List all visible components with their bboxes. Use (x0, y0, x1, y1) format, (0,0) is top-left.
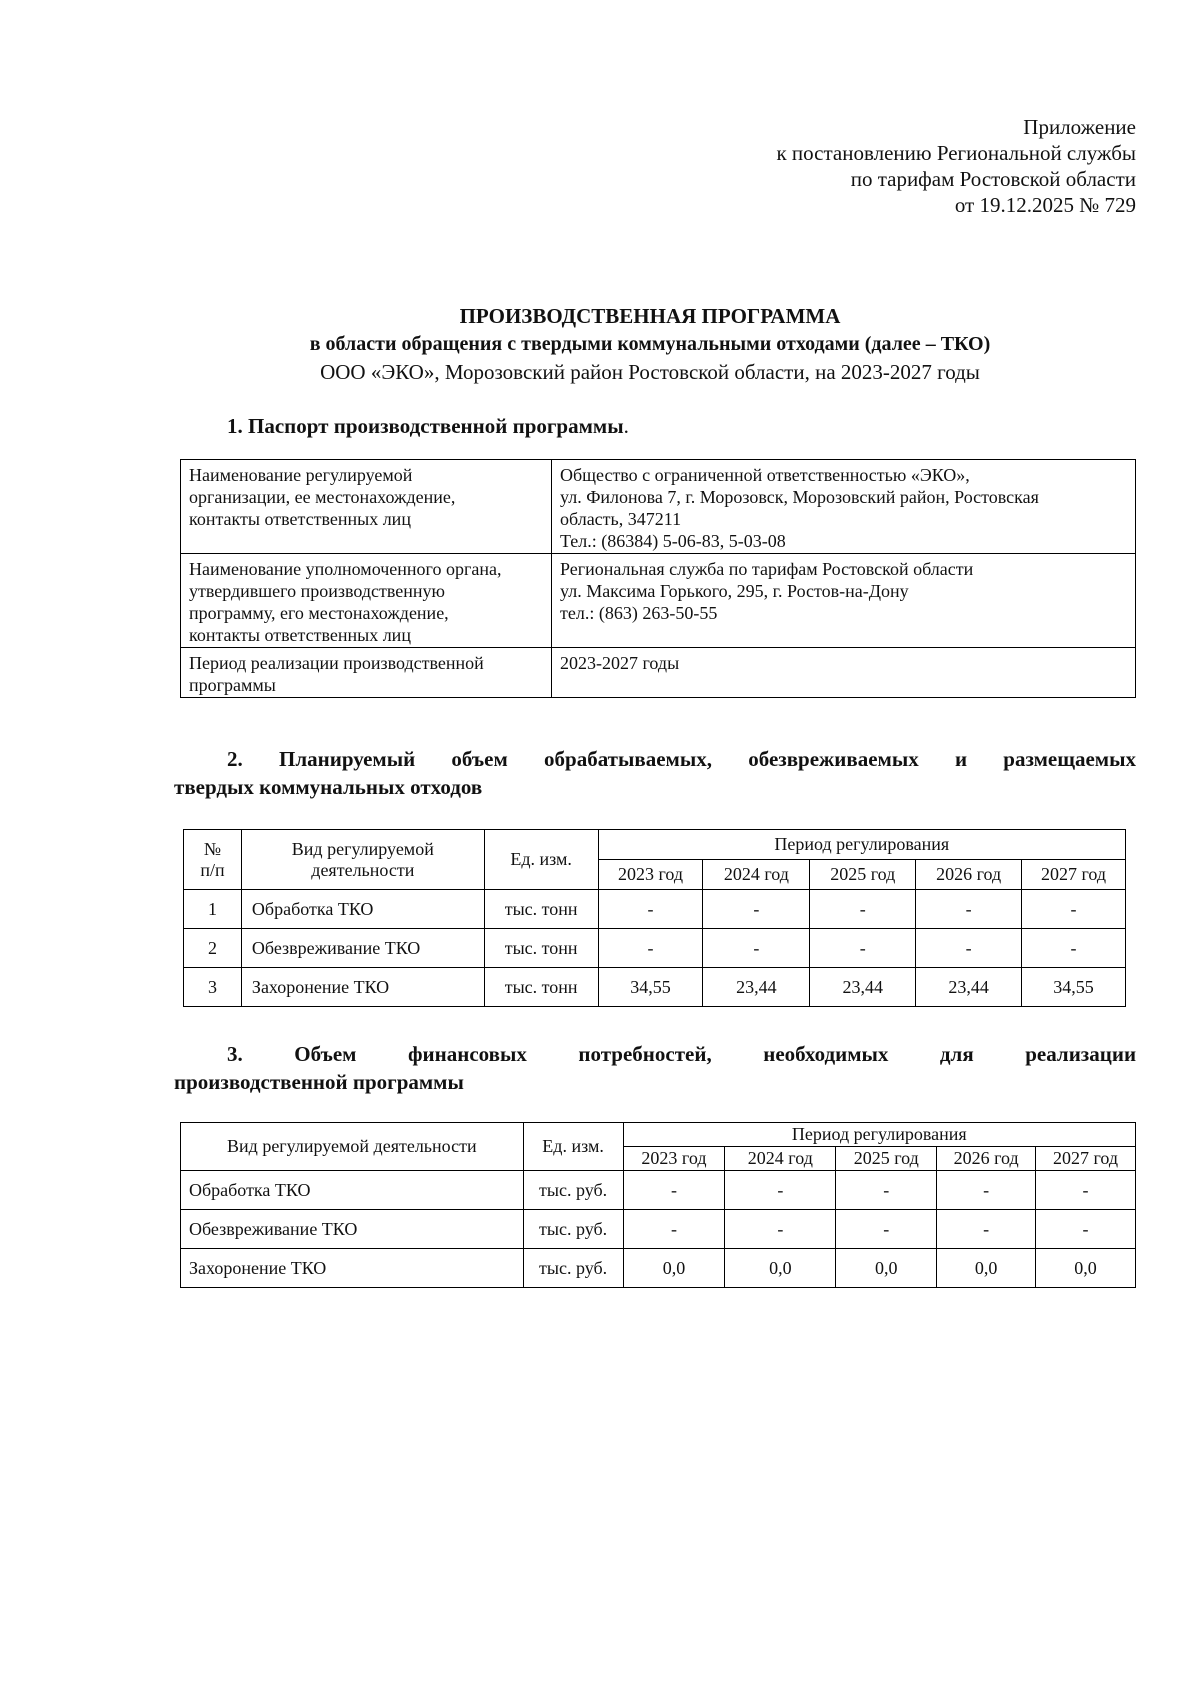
table-header-row (184, 830, 1126, 860)
header-unit: Ед. изм. (523, 1123, 623, 1171)
section-1-heading-period: . (623, 414, 629, 438)
appendix-block (616, 114, 1136, 218)
row-value: - (1022, 929, 1126, 968)
passport-label-line: Наименование регулируемой (189, 465, 413, 485)
row-num: 1 (184, 890, 242, 929)
finance-table (180, 1122, 1136, 1288)
passport-value-line: Региональная служба по тарифам Ростовской области (560, 559, 974, 579)
title-line-2: в области обращения с твердыми коммунальными отходами (далее – ТКО) (309, 333, 991, 355)
section-2-heading-line-2: твердых коммунальных отходов (174, 775, 483, 799)
section-1-heading (227, 413, 629, 439)
row-value: 23,44 (703, 968, 810, 1007)
row-value: 34,55 (1022, 968, 1126, 1007)
row-unit: тыс. тонн (484, 890, 598, 929)
passport-value-line: тел.: (863) 263-50-55 (560, 603, 718, 623)
passport-label-line: Наименование уполномоченного органа, (189, 559, 502, 579)
passport-label-line: Период реализации производственной (189, 653, 484, 673)
row-value: 23,44 (916, 968, 1022, 1007)
passport-value-cell (552, 554, 1136, 648)
row-value: - (836, 1210, 937, 1249)
section-3-heading-word: для (939, 1042, 974, 1066)
header-activity: Вид регулируемой деятельности (181, 1123, 524, 1171)
section-3-heading-word: реализации (1025, 1042, 1137, 1066)
passport-value-line: Общество с ограниченной ответственностью «ЭКО», (560, 465, 970, 485)
row-value: - (937, 1171, 1036, 1210)
section-3-heading-word: необходимых (763, 1042, 889, 1066)
row-num: 2 (184, 929, 242, 968)
appendix-line: к постановлению Региональной службы (776, 141, 1136, 165)
passport-label-line: утвердившего производственную (189, 581, 445, 601)
header-year: 2023 год (623, 1147, 725, 1171)
row-value: 0,0 (937, 1249, 1036, 1288)
section-2-heading-line-1 (174, 745, 1136, 773)
section-3-heading-line-1 (174, 1040, 1136, 1068)
table-header-row (181, 1123, 1136, 1147)
header-activity-line: деятельности (311, 859, 415, 880)
row-unit: тыс. тонн (484, 968, 598, 1007)
row-activity: Обработка ТКО (241, 890, 484, 929)
passport-value-line: ул. Максима Горького, 295, г. Ростов-на-Дону (560, 581, 909, 601)
row-activity: Обезвреживание ТКО (241, 929, 484, 968)
passport-label-line: контакты ответственных лиц (189, 625, 411, 645)
row-value: - (916, 929, 1022, 968)
row-value: - (836, 1171, 937, 1210)
volume-table (183, 829, 1126, 1007)
appendix-line: Приложение (1023, 115, 1136, 139)
passport-label-cell (181, 648, 552, 698)
row-value: 34,55 (598, 968, 703, 1007)
row-value: 0,0 (1036, 1249, 1136, 1288)
title-line-1: ПРОИЗВОДСТВЕННАЯ ПРОГРАММА (459, 304, 841, 328)
section-3-heading-number: 3. (227, 1042, 243, 1066)
header-activity-line: Вид регулируемой (291, 838, 434, 859)
header-num-line: № (203, 838, 222, 859)
passport-label-line: программу, его местонахождение, (189, 603, 449, 623)
passport-label-cell (181, 554, 552, 648)
section-2-heading (174, 745, 1136, 801)
row-value: - (725, 1171, 836, 1210)
passport-row (181, 460, 1136, 554)
row-value: 0,0 (623, 1249, 725, 1288)
section-2-heading-number: 2. (227, 747, 243, 771)
row-value: - (810, 890, 916, 929)
row-activity: Обработка ТКО (181, 1171, 524, 1210)
passport-label-cell (181, 460, 552, 554)
row-activity: Обезвреживание ТКО (181, 1210, 524, 1249)
row-value: - (725, 1210, 836, 1249)
title-line-3: ООО «ЭКО», Морозовский район Ростовской области, на 2023-2027 годы (320, 360, 980, 384)
section-3-heading (174, 1040, 1136, 1096)
section-2-heading-text: Планируемый объем обрабатываемых, обезвреживаемых и размещаемых (279, 747, 1137, 771)
header-year: 2024 год (703, 860, 810, 890)
row-activity: Захоронение ТКО (181, 1249, 524, 1288)
appendix-line: по тарифам Ростовской области (850, 167, 1136, 191)
header-year: 2025 год (836, 1147, 937, 1171)
row-value: - (598, 929, 703, 968)
row-value: - (937, 1210, 1036, 1249)
row-activity: Захоронение ТКО (241, 968, 484, 1007)
row-num: 3 (184, 968, 242, 1007)
table-row (184, 968, 1126, 1007)
header-year: 2027 год (1022, 860, 1126, 890)
passport-value-line: Тел.: (86384) 5-06-83, 5-03-08 (560, 531, 786, 551)
passport-value-cell (552, 648, 1136, 698)
row-value: 0,0 (725, 1249, 836, 1288)
row-unit: тыс. руб. (523, 1171, 623, 1210)
table-row (184, 929, 1126, 968)
row-value: - (623, 1171, 725, 1210)
document-title (170, 302, 1130, 386)
header-period: Период регулирования (598, 830, 1125, 860)
header-unit: Ед. изм. (484, 830, 598, 890)
passport-value-line: 2023-2027 годы (560, 653, 680, 673)
row-value: - (1022, 890, 1126, 929)
section-3-heading-line-2: производственной программы (174, 1070, 464, 1094)
row-unit: тыс. тонн (484, 929, 598, 968)
passport-label-line: программы (189, 675, 276, 695)
row-value: - (1036, 1210, 1136, 1249)
row-value: - (810, 929, 916, 968)
section-3-heading-word: Объем (294, 1042, 357, 1066)
appendix-date-line: от 19.12.2025 № 729 (954, 193, 1136, 217)
passport-label-line: контакты ответственных лиц (189, 509, 411, 529)
row-value: - (703, 890, 810, 929)
header-year: 2026 год (916, 860, 1022, 890)
row-value: - (916, 890, 1022, 929)
passport-value-cell (552, 460, 1136, 554)
header-num (184, 830, 242, 890)
row-value: - (703, 929, 810, 968)
passport-value-line: ул. Филонова 7, г. Морозовск, Морозовский район, Ростовская (560, 487, 1039, 507)
table-row (184, 890, 1126, 929)
header-year: 2026 год (937, 1147, 1036, 1171)
row-value: - (598, 890, 703, 929)
header-activity (241, 830, 484, 890)
header-year: 2024 год (725, 1147, 836, 1171)
row-value: - (1036, 1171, 1136, 1210)
passport-row (181, 554, 1136, 648)
passport-table (180, 459, 1136, 698)
header-year: 2025 год (810, 860, 916, 890)
row-unit: тыс. руб. (523, 1249, 623, 1288)
header-num-line: п/п (200, 859, 225, 880)
row-value: 23,44 (810, 968, 916, 1007)
table-row (181, 1249, 1136, 1288)
section-1-heading-text: 1. Паспорт производственной программы (227, 414, 624, 438)
section-3-heading-word: потребностей, (578, 1042, 712, 1066)
section-3-heading-word: финансовых (408, 1042, 527, 1066)
passport-value-line: область, 347211 (560, 509, 682, 529)
header-year: 2027 год (1036, 1147, 1136, 1171)
table-row (181, 1210, 1136, 1249)
table-row (181, 1171, 1136, 1210)
header-year: 2023 год (598, 860, 703, 890)
passport-row (181, 648, 1136, 698)
header-period: Период регулирования (623, 1123, 1135, 1147)
passport-label-line: организации, ее местонахождение, (189, 487, 456, 507)
row-value: - (623, 1210, 725, 1249)
row-value: 0,0 (836, 1249, 937, 1288)
row-unit: тыс. руб. (523, 1210, 623, 1249)
